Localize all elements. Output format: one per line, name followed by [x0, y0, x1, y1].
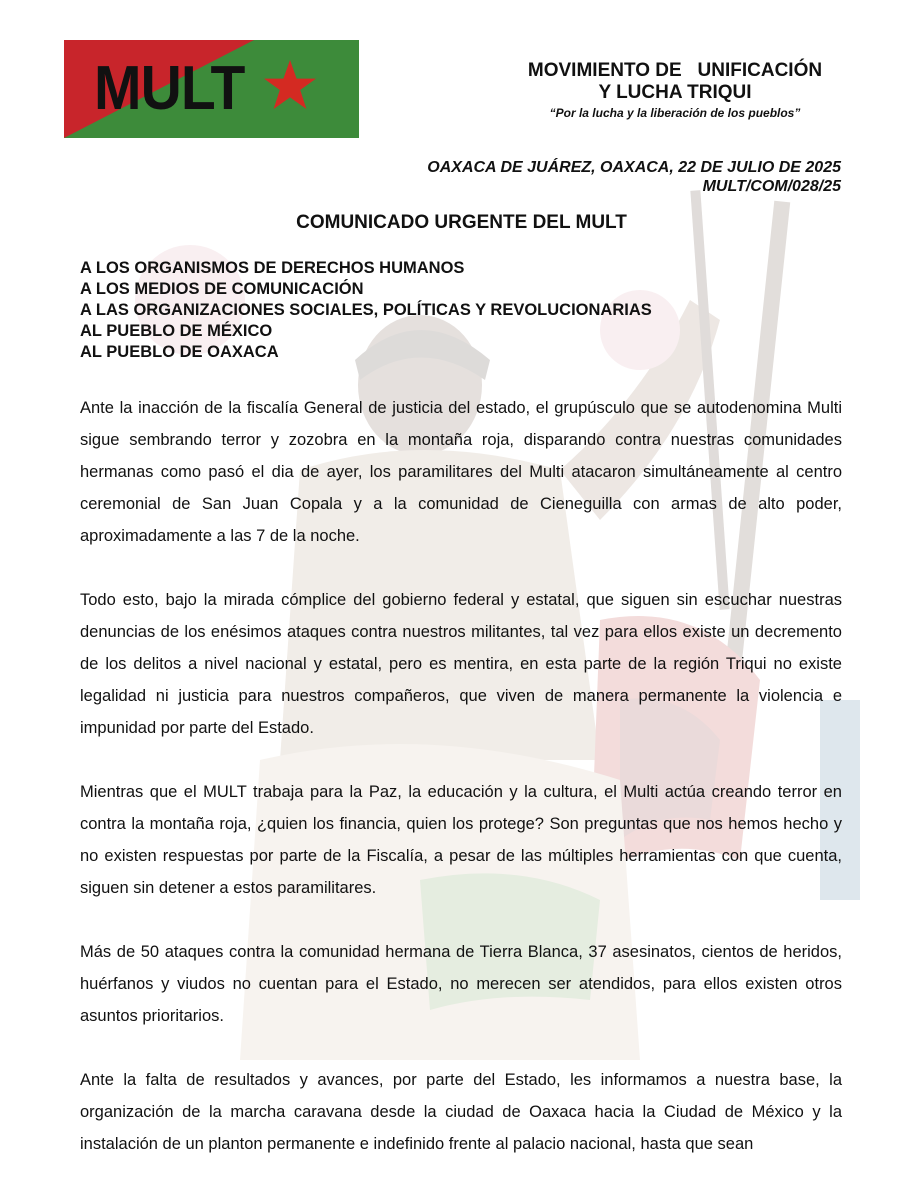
logo-text: MULT: [94, 54, 245, 123]
body-paragraph: Todo esto, bajo la mirada cómplice del gobierno federal y estatal, que siguen sin escuchar nuestras denuncias de los enésimos ataques contra nuestros militantes, tal vez para ellos existe un decremento de los delitos a nivel nacional y estatal, pero es mentira, en esta parte de la región Triqui no existe legalidad ni justicia para nuestros compañeros, que viven de manera permanente la violencia e impunidad por parte del Estado.: [80, 591, 842, 737]
recipient-item: A LOS MEDIOS DE COMUNICACIÓN: [80, 280, 364, 298]
organization-name: [440, 60, 910, 104]
recipient-item: AL PUEBLO DE OAXACA: [80, 343, 279, 361]
recipient-item: A LAS ORGANIZACIONES SOCIALES, POLÍTICAS Y REVOLUCIONARIAS: [80, 301, 652, 319]
date-line: OAXACA DE JUÁREZ, OAXACA, 22 DE JULIO DE 2025: [427, 159, 841, 176]
recipients-list: [80, 258, 652, 363]
body-paragraph: Ante la falta de resultados y avances, por parte del Estado, les informamos a nuestra base, la organización de la marcha caravana desde la ciudad de Oaxaca hacia la Ciudad de México y la instalación de un planton permanente e indefinido frente al palacio nacional, hasta que sean: [80, 1071, 842, 1153]
organization-name-line2: Y LUCHA TRIQUI: [598, 82, 752, 103]
organization-name-line1: MOVIMIENTO DE UNIFICACIÓN: [527, 60, 823, 81]
mult-logo: [64, 40, 359, 138]
red-star-icon: [262, 58, 318, 114]
body-paragraph: Ante la inacción de la fiscalía General de justicia del estado, el grupúsculo que se autodenomina Multi sigue sembrando terror y zozobra en la montaña roja, disparando contra nuestras comunidades hermanas como pasó el dia de ayer, los paramilitares del Multi atacaron simultáneamente al centro ceremonial de San Juan Copala y a la comunidad de Cieneguilla con armas de alto poder, aproximadamente a las 7 de la noche.: [80, 399, 842, 545]
communique-body: [80, 392, 842, 1192]
body-paragraph: Mientras que el MULT trabaja para la Paz, la educación y la cultura, el Multi actúa creando terror en contra la montaña roja, ¿quien los financia, quien los protege? Son preguntas que nos hemos hecho y no existen respuestas por parte de la Fiscalía, a pesar de las múltiples herramientas con que cuenta, siguen sin detener a estos paramilitares.: [80, 783, 842, 897]
recipient-item: A LOS ORGANISMOS DE DERECHOS HUMANOS: [80, 259, 465, 277]
document-title: COMUNICADO URGENTE DEL MULT: [296, 212, 627, 233]
recipient-item: AL PUEBLO DE MÉXICO: [80, 322, 273, 340]
body-paragraph: Más de 50 ataques contra la comunidad hermana de Tierra Blanca, 37 asesinatos, cientos de heridos, huérfanos y viudos no cuentan para el Estado, no merecen ser atendidos, para ellos existen otros asuntos prioritarios.: [80, 943, 842, 1025]
organization-motto: “Por la lucha y la liberación de los pueblos”: [549, 106, 801, 120]
reference-number: MULT/COM/028/25: [702, 178, 841, 195]
